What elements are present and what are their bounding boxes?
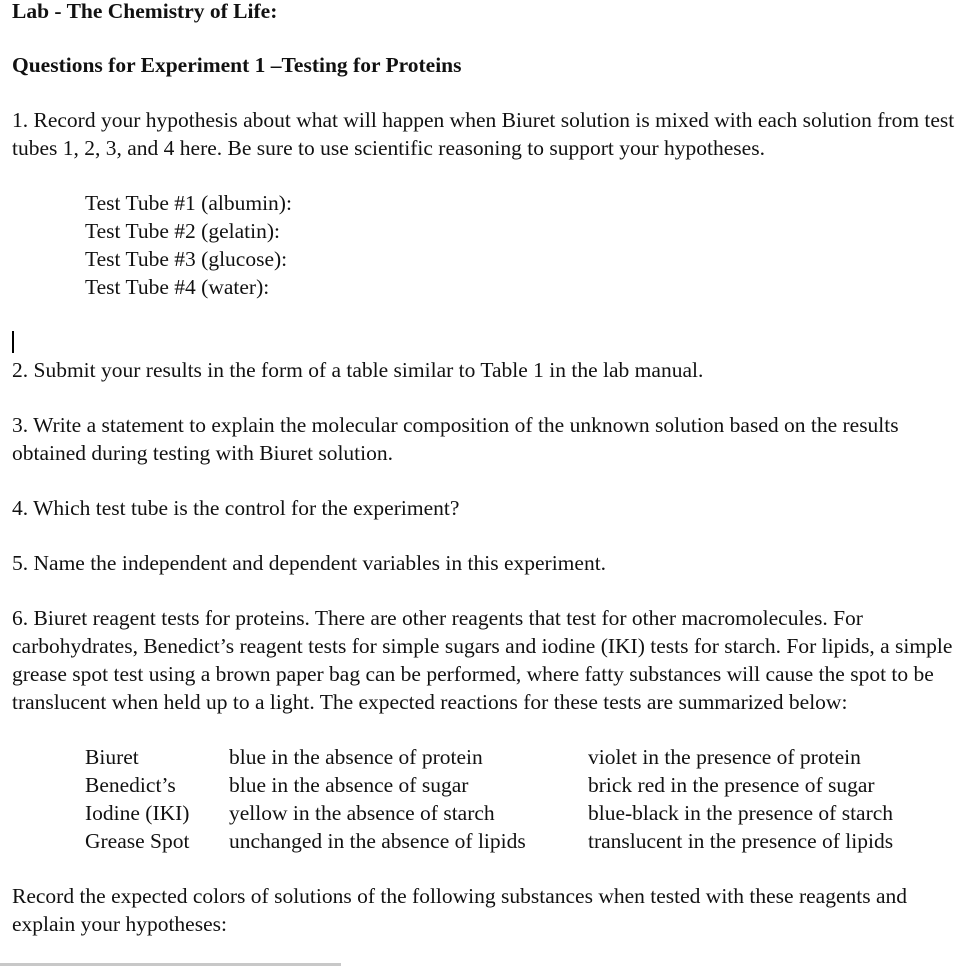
reagent-name: Iodine (IKI)	[85, 801, 190, 825]
reagent-absent: unchanged in the absence of lipids	[229, 829, 526, 853]
reagent-row	[85, 771, 893, 799]
reagent-present: violet in the presence of protein	[588, 745, 861, 769]
test-tube-3: Test Tube #3 (glucose):	[85, 247, 288, 271]
reagent-present: translucent in the presence of lipids	[588, 829, 894, 853]
reagent-name: Benedict’s	[85, 773, 176, 797]
question-5: 5. Name the independent and dependent variables in this experiment.	[12, 551, 607, 575]
reagent-row	[85, 827, 893, 855]
question-6: 6. Biuret reagent tests for proteins. There are other reagents that test for other macromolecules. For carbohydrates, Benedict’s reagent tests for simple sugars and iodine (IKI) tests for starch. For lipids, a simple grease spot test using a brown paper bag can be performed, where fatty substances will cause the spot to be translucent when held up to a light. The expected reactions for these tests are summarized below:	[12, 606, 953, 714]
record-prompt: Record the expected colors of solutions of the following substances when tested with these reagents and explain your hypotheses:	[12, 884, 908, 936]
test-tube-1: Test Tube #1 (albumin):	[85, 191, 292, 215]
test-tube-4: Test Tube #4 (water):	[85, 275, 270, 299]
section-heading: Questions for Experiment 1 –Testing for Proteins	[12, 53, 462, 77]
reagent-name: Grease Spot	[85, 829, 190, 853]
reagent-present: brick red in the presence of sugar	[588, 773, 875, 797]
lab-title: Lab - The Chemistry of Life:	[12, 0, 278, 23]
question-2: 2. Submit your results in the form of a table similar to Table 1 in the lab manual.	[12, 358, 704, 382]
reagent-table	[85, 743, 893, 855]
test-tube-2: Test Tube #2 (gelatin):	[85, 219, 280, 243]
reagent-present: blue-black in the presence of starch	[588, 801, 894, 825]
document-body	[12, 0, 972, 938]
reagent-row	[85, 799, 893, 827]
question-3: 3. Write a statement to explain the molecular composition of the unknown solution based on the results obtained during testing with Biuret solution.	[12, 413, 899, 465]
reagent-name: Biuret	[85, 745, 139, 769]
question-1: 1. Record your hypothesis about what will happen when Biuret solution is mixed with each solution from test tubes 1, 2, 3, and 4 here. Be sure to use scientific reasoning to support your hypotheses.	[12, 108, 955, 160]
reagent-absent: blue in the absence of sugar	[229, 773, 469, 797]
text-cursor[interactable]	[12, 331, 14, 353]
test-tube-list	[85, 189, 972, 301]
reagent-row	[85, 743, 893, 771]
reagent-absent: blue in the absence of protein	[229, 745, 483, 769]
question-4: 4. Which test tube is the control for the experiment?	[12, 496, 460, 520]
reagent-absent: yellow in the absence of starch	[229, 801, 495, 825]
